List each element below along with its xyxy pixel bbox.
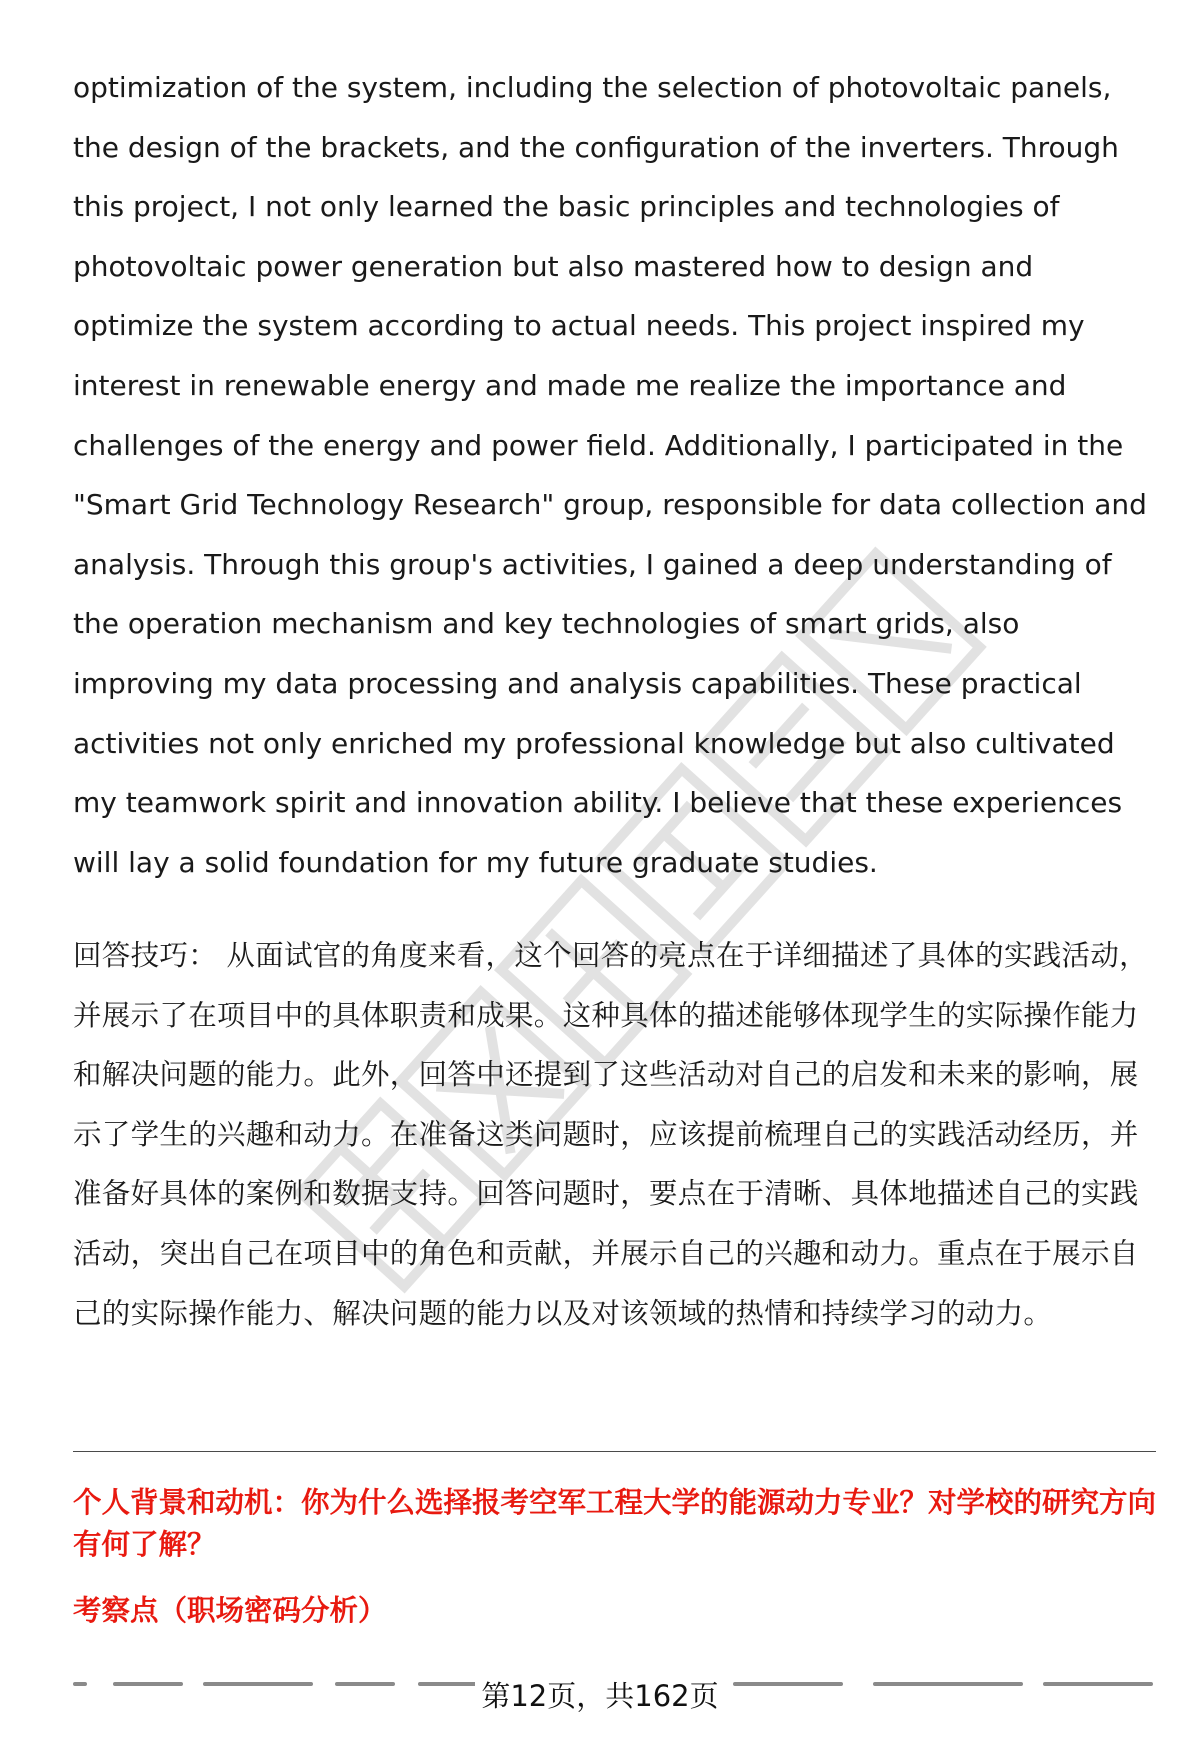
page-footer [0, 1674, 1200, 1718]
section-divider [73, 1451, 1156, 1452]
answer-tips-paragraph: 回答技巧： 从面试官的角度来看，这个回答的亮点在于详细描述了具体的实践活动，并展示了在项目中的具体职责和成果。这种具体的描述能够体现学生的实际操作能力和解决问题的能力。此外，回答中还提到了这些活动对自己的启发和未来的影响，展示了学生的兴趣和动力。在准备这类问题时，应该提前梳理自己的实践活动经历，并准备好具体的案例和数据支持。回答问题时，要点在于清晰、具体地描述自己的实践活动，突出自己在项目中的角色和贡献，并展示自己的兴趣和动力。重点在于展示自己的实际操作能力、解决问题的能力以及对该领域的热情和持续学习的动力。 [73, 939, 1148, 1330]
answer-english-paragraph: optimization of the system, including the selection of photovoltaic panels, the design of the brackets, and the configuration of the inverters. Through this project, I not only learned the basic principles and technologies of photovoltaic power generation but also mastered how to design and optimize the system according to actual needs. This project inspired my interest in renewable energy and made me realize the importance and challenges of the energy and power field. Additionally, I participated in the "Smart Grid Technology Research" group, responsible for data collection and analysis. Through this group's activities, I gained a deep understanding of the operation mechanism and key technologies of smart grids, also improving my data processing and analysis capabilities. These practical activities not only enriched my professional knowledge but also cultivated my teamwork spirit and innovation ability. I believe that these experiences will lay a solid foundation for my future graduate studies. [73, 71, 1147, 879]
question-heading: 个人背景和动机：你为什么选择报考空军工程大学的能源动力专业？对学校的研究方向有何了解？ [73, 1486, 1157, 1561]
page-number: 第12页，共162页 [475, 1679, 724, 1713]
section-heading: 考察点（职场密码分析） [73, 1594, 387, 1627]
